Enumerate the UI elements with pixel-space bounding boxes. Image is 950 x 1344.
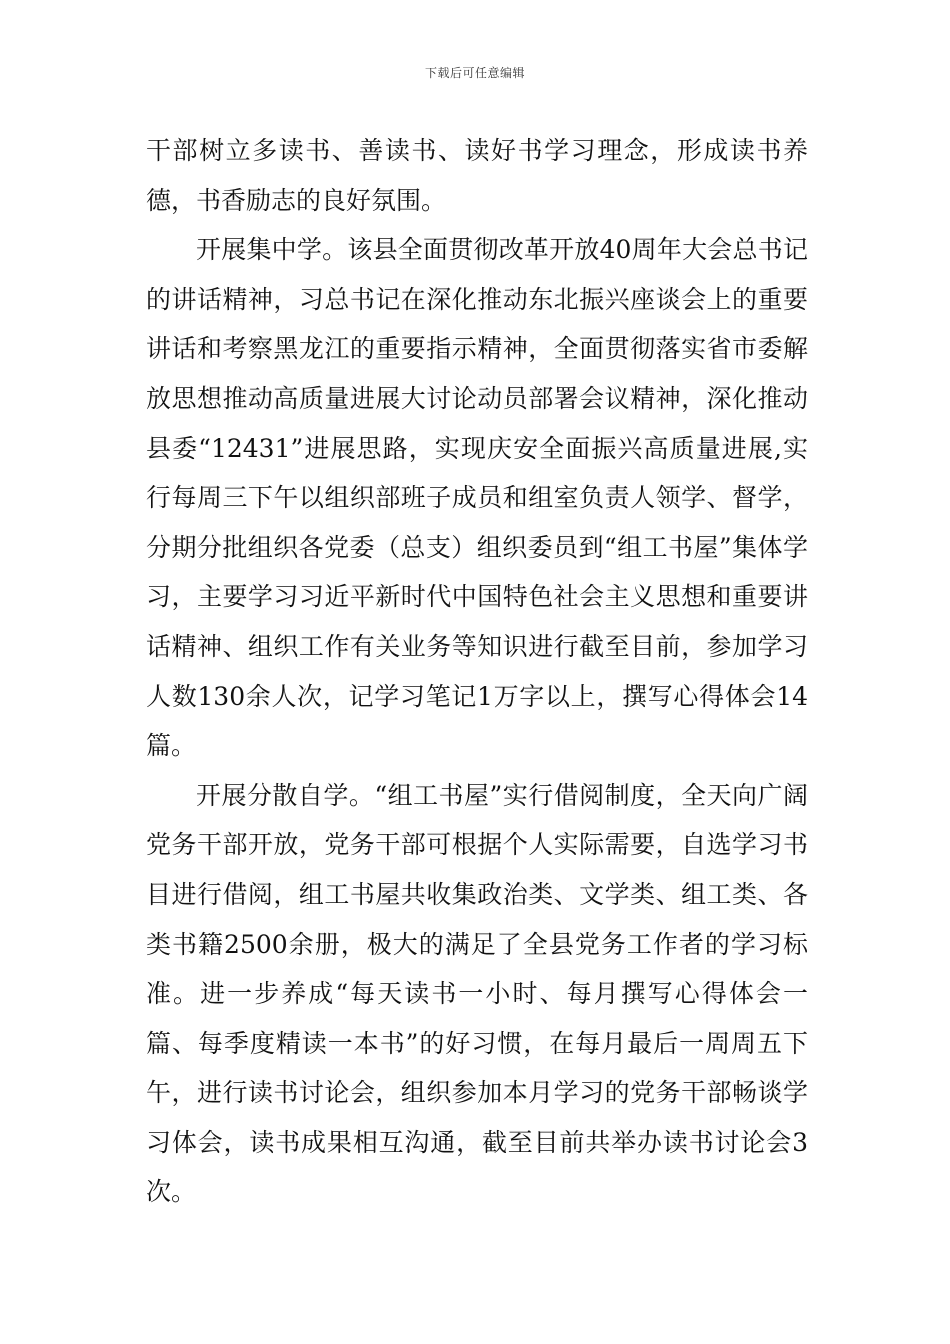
page-header: 下载后可任意编辑: [424, 66, 525, 80]
document-body: [146, 126, 808, 1217]
paragraph-continuation: 干部树立多读书、善读书、读好书学习理念，形成读书养德，书香励志的良好氛围。: [146, 136, 808, 215]
paragraph-centralized-study: 开展集中学。该县全面贯彻改革开放40周年大会总书记的讲话精神，习总书记在深化推动东北振兴座谈会上的重要讲话和考察黑龙江的重要指示精神，全面贯彻落实省市委解放思想推动高质量进展大讨论动员部署会议精神，深化推动县委“12431”进展思路，实现庆安全面振兴高质量进展,实行每周三下午以组织部班子成员和组室负责人领学、督学，分期分批组织各党委（总支）组织委员到“组工书屋”集体学习，主要学习习近平新时代中国特色社会主义思想和重要讲话精神、组织工作有关业务等知识进行截至目前，参加学习人数130余人次，记学习笔记1万字以上，撰写心得体会14篇。: [146, 235, 808, 761]
paragraph-self-study: 开展分散自学。“组工书屋”实行借阅制度，全天向广阔党务干部开放，党务干部可根据个人实际需要，自选学习书目进行借阅，组工书屋共收集政治类、文学类、组工类、各类书籍2500余册，极大的满足了全县党务工作者的学习标准。进一步养成“每天读书一小时、每月撰写心得体会一篇、每季度精读一本书”的好习惯，在每月最后一周周五下午，进行读书讨论会，组织参加本月学习的党务干部畅谈学习体会，读书成果相互沟通，截至目前共举办读书讨论会3次。: [146, 780, 808, 1207]
